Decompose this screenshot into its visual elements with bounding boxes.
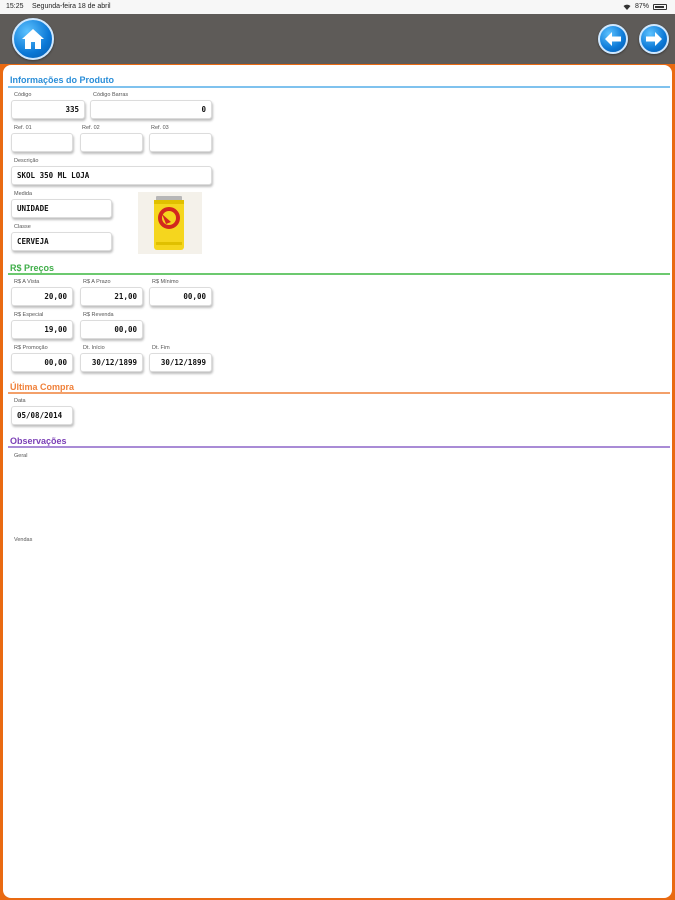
status-time: 15:25 [6,3,24,10]
label-obs-vendas: Vendas [14,537,33,543]
field-minimo[interactable]: 00,00 [149,287,212,306]
arrow-left-icon [604,31,622,47]
field-a-prazo[interactable]: 21,00 [80,287,143,306]
label-ref2: Ref. 02 [82,125,100,131]
product-panel [3,65,672,898]
home-icon [20,27,46,51]
field-promocao[interactable]: 00,00 [11,353,73,372]
section-title-precos: R$ Preços [10,263,55,273]
field-dt-fim[interactable]: 30/12/1899 [149,353,212,372]
label-revenda: R$ Revenda [83,312,114,318]
label-codigo: Código [14,92,32,98]
battery-percent: 87% [634,3,649,10]
label-medida: Medida [14,191,33,197]
status-right [623,3,667,10]
section-divider-produto [8,86,670,88]
field-codigo[interactable]: 335 [11,100,85,119]
label-codigo-barras: Código Barras [93,92,129,98]
field-ref3[interactable] [149,133,212,152]
textarea-obs-geral[interactable] [11,461,661,535]
wifi-icon [623,4,631,10]
label-especial: R$ Especial [14,312,44,318]
arrow-right-icon [645,31,663,47]
section-title-observacoes: Observações [10,436,67,446]
section-title-compra: Última Compra [10,382,75,392]
label-ref3: Ref. 03 [151,125,169,131]
field-classe[interactable]: CERVEJA [11,232,112,251]
field-revenda[interactable]: 00,00 [80,320,143,339]
label-obs-geral: Geral [14,453,28,459]
section-divider-compra [8,392,670,394]
label-ref1: Ref. 01 [14,125,32,131]
label-a-prazo: R$ A Prazo [83,279,111,285]
label-classe: Classe [14,224,31,230]
status-date: Segunda-feira 18 de abril [32,3,111,10]
home-button[interactable] [12,18,54,60]
field-medida[interactable]: UNIDADE [11,199,112,218]
section-title-produto: Informações do Produto [10,75,115,85]
field-dt-inicio[interactable]: 30/12/1899 [80,353,143,372]
field-especial[interactable]: 19,00 [11,320,73,339]
battery-icon [653,4,667,10]
label-promocao: R$ Promoção [14,345,48,351]
section-divider-observacoes [8,446,670,448]
toolbar [0,14,675,64]
label-descricao: Descrição [14,158,39,164]
field-a-vista[interactable]: 20,00 [11,287,73,306]
field-codigo-barras[interactable]: 0 [90,100,212,119]
beer-can-image [138,192,202,254]
status-bar [0,0,675,14]
label-dt-fim: Dt. Fim [152,345,170,351]
field-data-compra[interactable]: 05/08/2014 [11,406,73,425]
forward-button[interactable] [639,24,669,54]
section-divider-precos [8,273,670,275]
label-data-compra: Data [14,398,26,404]
label-minimo: R$ Mínimo [152,279,179,285]
field-descricao[interactable]: SKOL 350 ML LOJA [11,166,212,185]
back-button[interactable] [598,24,628,54]
textarea-obs-vendas[interactable] [11,545,661,619]
label-a-vista: R$ A Vista [14,279,40,285]
label-dt-inicio: Dt. Início [83,345,105,351]
field-ref1[interactable] [11,133,73,152]
field-ref2[interactable] [80,133,143,152]
